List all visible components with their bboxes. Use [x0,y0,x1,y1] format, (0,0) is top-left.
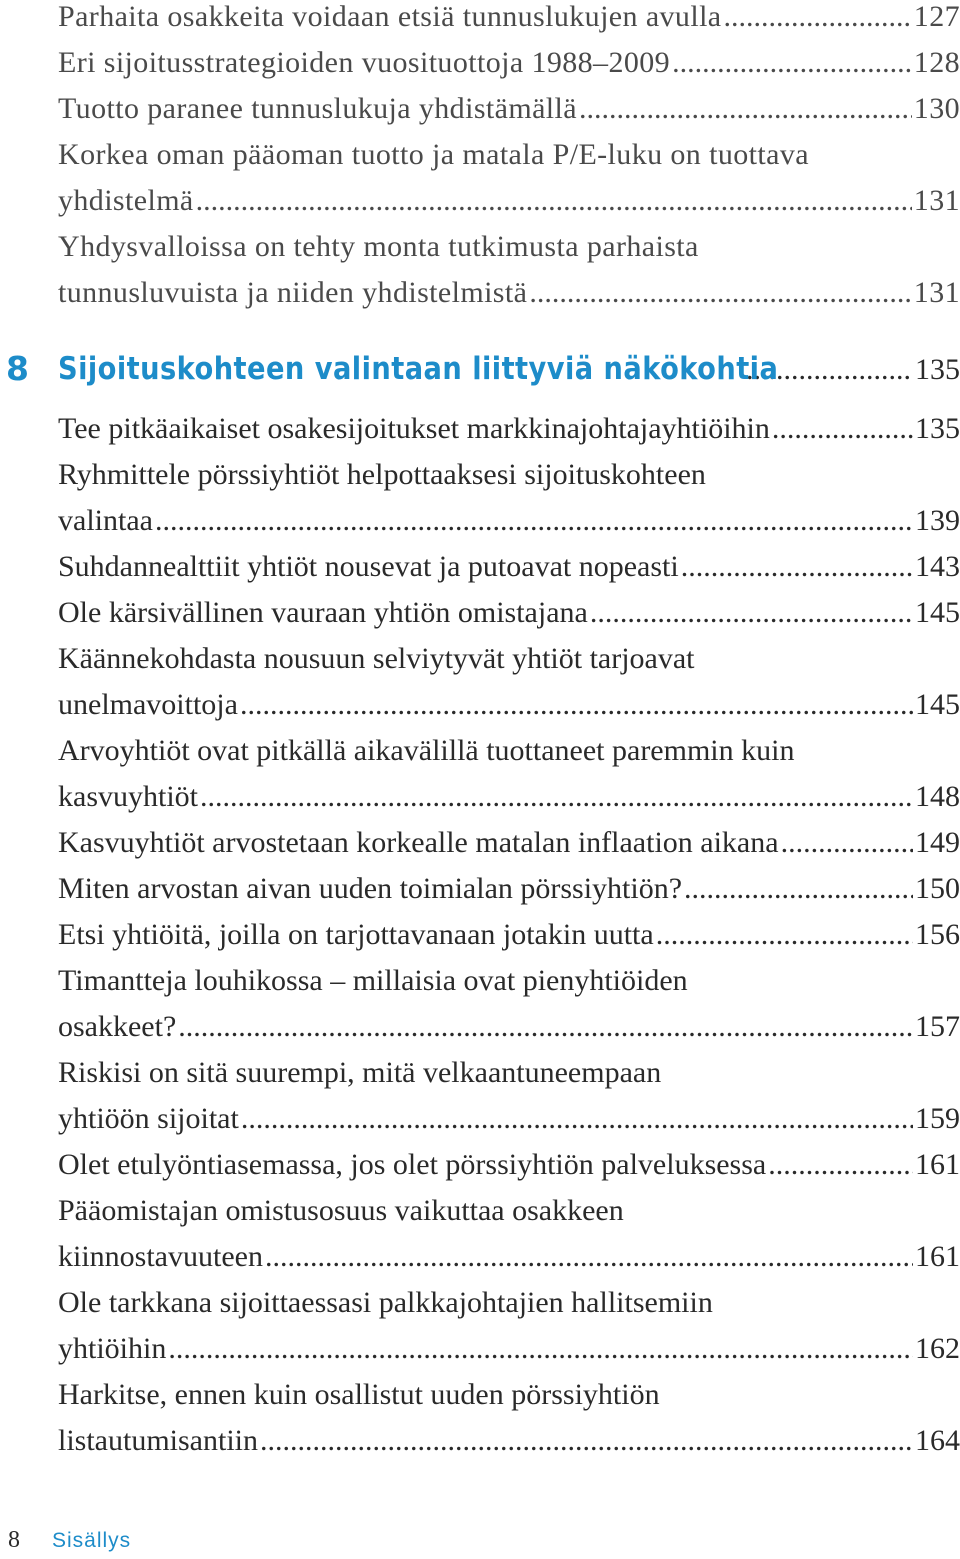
toc-entry-line [58,1280,960,1326]
toc-entry-page: 150 [915,872,960,905]
toc-entry [58,774,960,820]
toc-entry-title: yhtiöön sijoitat [58,1102,239,1135]
toc-entry [58,820,960,866]
leader-dots [168,1326,913,1372]
leader-dots [178,1004,913,1050]
toc-entry-line [58,1188,960,1234]
toc-entry-page: 161 [915,1240,960,1273]
toc-entry-title: Etsi yhtiöitä, joilla on tarjottavanaan jotakin uutta [58,918,654,951]
toc-entry [58,406,960,452]
toc-entry-title: listautumisantiin [58,1424,258,1457]
leader-dots [155,498,913,544]
leader-dots [768,1142,913,1188]
toc-entry-title: Korkea oman pääoman tuotto ja matala P/E-luku on tuottava [58,138,809,171]
leader-dots [684,866,913,912]
toc-entry-page: 131 [913,184,960,217]
chapter-title: Sijoituskohteen valintaan liittyviä näkökohtia [58,351,779,387]
toc-entry-line [58,1372,960,1418]
toc-entry-title: Ole tarkkana sijoittaessasi palkkajohtajien hallitsemiin [58,1286,713,1319]
toc-entry-title: Timantteja louhikossa – millaisia ovat pienyhtiöiden [58,964,688,997]
toc-entry [58,40,960,86]
leader-dots [241,1096,913,1142]
toc-entry [58,1326,960,1372]
toc-entry [58,912,960,958]
toc-entry-title: Parhaita osakkeita voidaan etsiä tunnuslukujen avulla [58,0,722,33]
toc-entry-line [58,636,960,682]
toc-entry-title: Harkitse, ennen kuin osallistut uuden pörssiyhtiön [58,1378,660,1411]
toc-entry-title: Ryhmittele pörssiyhtiöt helpottaaksesi sijoituskohteen [58,458,706,491]
leader-dots [260,1418,913,1464]
toc-entry-page: 162 [915,1332,960,1365]
leader-dots [781,820,913,866]
toc-entry-title: kasvuyhtiöt [58,780,198,813]
toc-entry-page: 145 [915,596,960,629]
toc-entry-page: 143 [915,550,960,583]
toc-entry-page: 164 [915,1424,960,1457]
toc-entry-page: 130 [913,92,960,125]
toc-entry-line [58,132,960,178]
toc-entry-title: osakkeet? [58,1010,177,1043]
toc-entry-page: 128 [913,46,960,79]
toc-entry-title: Pääomistajan omistusosuus vaikuttaa osakkeen [58,1194,624,1227]
toc-entry-page: 135 [915,412,960,445]
toc-entry-title: Arvoyhtiöt ovat pitkällä aikavälillä tuottaneet paremmin kuin [58,734,795,767]
leader-dots [196,178,912,224]
toc-entry [58,1418,960,1464]
toc-entry [58,544,960,590]
toc-entry-title: Olet etulyöntiasemassa, jos olet pörssiyhtiön palveluksessa [58,1148,767,1181]
leader-dots [240,682,913,728]
toc-entry [58,1234,960,1280]
toc-entry-title: yhdistelmä [58,184,194,217]
leader-dots [200,774,913,820]
toc-entry-title: Tee pitkäaikaiset osakesijoitukset markkinajohtajayhtiöihin [58,412,770,445]
toc-entry [58,1004,960,1050]
leader-dots [681,544,913,590]
toc-entry-title: Tuotto paranee tunnuslukuja yhdistämällä [58,92,577,125]
toc-entry [58,1142,960,1188]
leader-dots [724,0,912,40]
leader-dots [772,406,913,452]
leader-dots [529,270,911,316]
toc-entry-title: Yhdysvalloissa on tehty monta tutkimusta parhaista [58,230,699,263]
toc-entry [58,498,960,544]
page-footer [0,1524,960,1556]
toc-entry-line [58,224,960,270]
leader-dots [672,40,912,86]
leader-dots [579,86,912,132]
toc-entry [58,590,960,636]
chapter-page: 135 [915,353,960,386]
toc-entry [58,0,960,40]
toc-entry-line [58,958,960,1004]
toc-entry-title: Kasvuyhtiöt arvostetaan korkealle matalan inflaation aikana [58,826,779,859]
toc-entry-page: 157 [915,1010,960,1043]
toc-entry-line [58,452,960,498]
toc-entry [58,1096,960,1142]
toc-entry [58,866,960,912]
footer-page-number: 8 [8,1527,20,1553]
toc-entry-title: Ole kärsivällinen vauraan yhtiön omistajana [58,596,588,629]
toc-entry-line [58,728,960,774]
chapter-number: 8 [6,349,29,388]
toc-entry-line [58,1050,960,1096]
toc-entry-title: kiinnostavuuteen [58,1240,263,1273]
toc-entry-page: 131 [913,276,960,309]
toc-entry-title: valintaa [58,504,153,537]
toc-entry-page: 145 [915,688,960,721]
toc-entry-page: 156 [915,918,960,951]
toc-entry-page: 139 [915,504,960,537]
toc-entry-title: tunnusluvuista ja niiden yhdistelmistä [58,276,528,309]
toc-entry-page: 161 [915,1148,960,1181]
chapter-heading [0,343,960,395]
leader-dots [656,912,913,958]
toc-entry-title: Käännekohdasta nousuun selviytyvät yhtiöt tarjoavat [58,642,695,675]
toc-entry-page: 149 [915,826,960,859]
toc-entry [58,682,960,728]
leader-dots [590,590,913,636]
toc-entry-title: yhtiöihin [58,1332,167,1365]
toc-entry-title: Eri sijoitusstrategioiden vuosituottoja 1988–2009 [58,46,671,79]
toc-entry-title: Miten arvostan aivan uuden toimialan pörssiyhtiön? [58,872,683,905]
toc-entry-title: Suhdannealttiit yhtiöt nousevat ja putoavat nopeasti [58,550,679,583]
toc-entry-page: 127 [913,0,960,33]
toc-entry [58,178,960,224]
toc-entry-page: 148 [915,780,960,813]
footer-section-label: Sisällys [52,1529,132,1552]
toc-entry [58,270,960,316]
toc-entry-title: unelmavoittoja [58,688,238,721]
toc-entry-page: 159 [915,1102,960,1135]
toc-entry-title: Riskisi on sitä suurempi, mitä velkaantuneempaan [58,1056,662,1089]
leader-dots [265,1234,913,1280]
toc-entry [58,86,960,132]
